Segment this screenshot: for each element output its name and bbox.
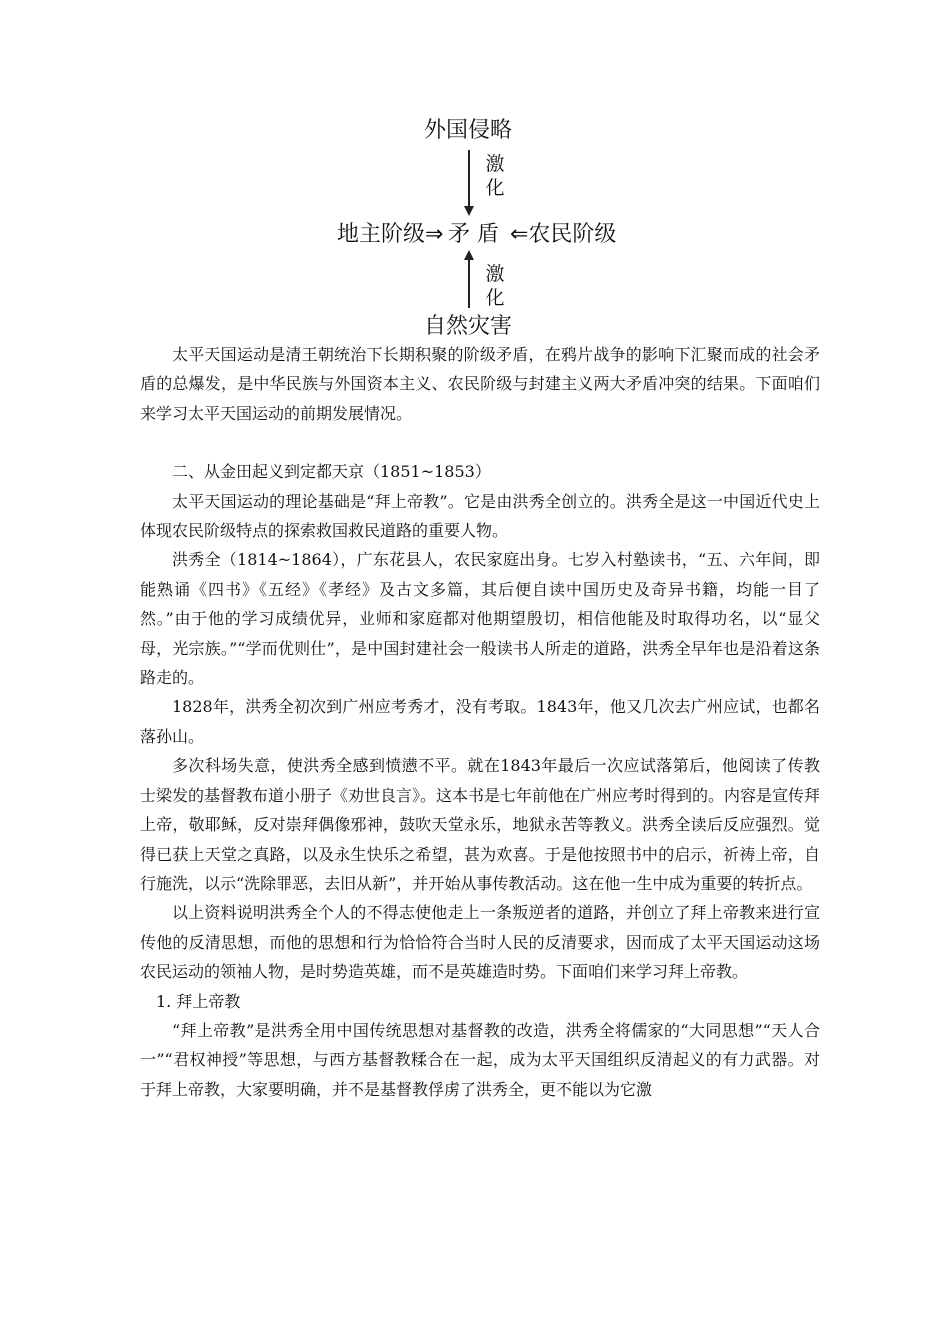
upper-arrow-line [468,150,470,208]
document-body [140,340,820,1104]
section-heading: 二、从金田起义到定都天京（1851~1853） [172,462,491,482]
upper-arrow-label: 激化 [485,153,505,199]
lower-arrow-line [468,258,470,308]
paragraph: 以上资料说明洪秀全个人的不得志使他走上一条叛逆者的道路，并创立了拜上帝教来进行宣传他的反清思想，而他的思想和行为恰恰符合当时人民的反清要求，因而成了太平天国运动这场农民运动的领袖人物，是时势造英雄，而不是英雄造时势。下面咱们来学习拜上帝教。 [140,903,820,982]
contradiction-diagram [0,0,950,345]
paragraph: 洪秀全（1814~1864），广东花县人，农民家庭出身。七岁入村塾读书，“五、六年间，即能熟诵《四书》《五经》《孝经》及古文多篇，其后便自读中国历史及奇异书籍，均能一目了然。”由于他的学习成绩优异，业师和家庭都对他期望殷切，相信他能及时取得功名，以“显父母，光宗族。”“学而优则仕”，是中国封建社会一般读书人所走的道路，洪秀全早年也是沿着这条路走的。 [140,550,820,688]
paragraph: 多次科场失意，使洪秀全感到愤懑不平。就在1843年最后一次应试落第后，他阅读了传教士梁发的基督教布道小册子《劝世良言》。这本书是七年前他在广州应考时得到的。内容是宣传拜上帝，敬耶稣，反对崇拜偶像邪神，鼓吹天堂永乐，地狱永苦等教义。洪秀全读后反应强烈。觉得已获上天堂之真路，以及永生快乐之希望，甚为欢喜。于是他按照书中的启示，祈祷上帝，自行施洗，以示“洗除罪恶，去旧从新”，并开始从事传教活动。这在他一生中成为重要的转折点。 [140,756,821,893]
lower-arrow-label: 激化 [485,263,505,309]
paragraph: 1828年，洪秀全初次到广州应考秀才，没有考取。1843年，他又几次去广州应试，也都名落孙山。 [140,697,820,746]
diagram-bottom-label: 自然灾害 [424,314,513,339]
subsection-heading: 1. 拜上帝教 [156,991,241,1011]
paragraph: 太平天国运动的理论基础是“拜上帝教”。它是由洪秀全创立的。洪秀全是这一中国近代史上体现农民阶级特点的探索救国救民道路的重要人物。 [140,491,820,541]
diagram-left-label: 地主阶级⇒ [337,222,444,247]
paragraph: “拜上帝教”是洪秀全用中国传统思想对基督教的改造，洪秀全将儒家的“大同思想”“天人合一”“君权神授”等思想，与西方基督教糅合在一起，成为太平天国组织反清起义的有力武器。对于拜上帝教，大家要明确，并不是基督教俘虏了洪秀全，更不能以为它激 [140,1020,820,1099]
diagram-top-label: 外国侵略 [424,118,513,143]
diagram-right-label: ⇐农民阶级 [510,222,617,247]
diagram-center-label: 矛 盾 [448,222,499,247]
upper-arrow-head [464,206,474,216]
intro-paragraph: 太平天国运动是清王朝统治下长期积聚的阶级矛盾，在鸦片战争的影响下汇聚而成的社会矛盾的总爆发，是中华民族与外国资本主义、农民阶级与封建主义两大矛盾冲突的结果。下面咱们来学习太平天国运动的前期发展情况。 [140,345,820,423]
